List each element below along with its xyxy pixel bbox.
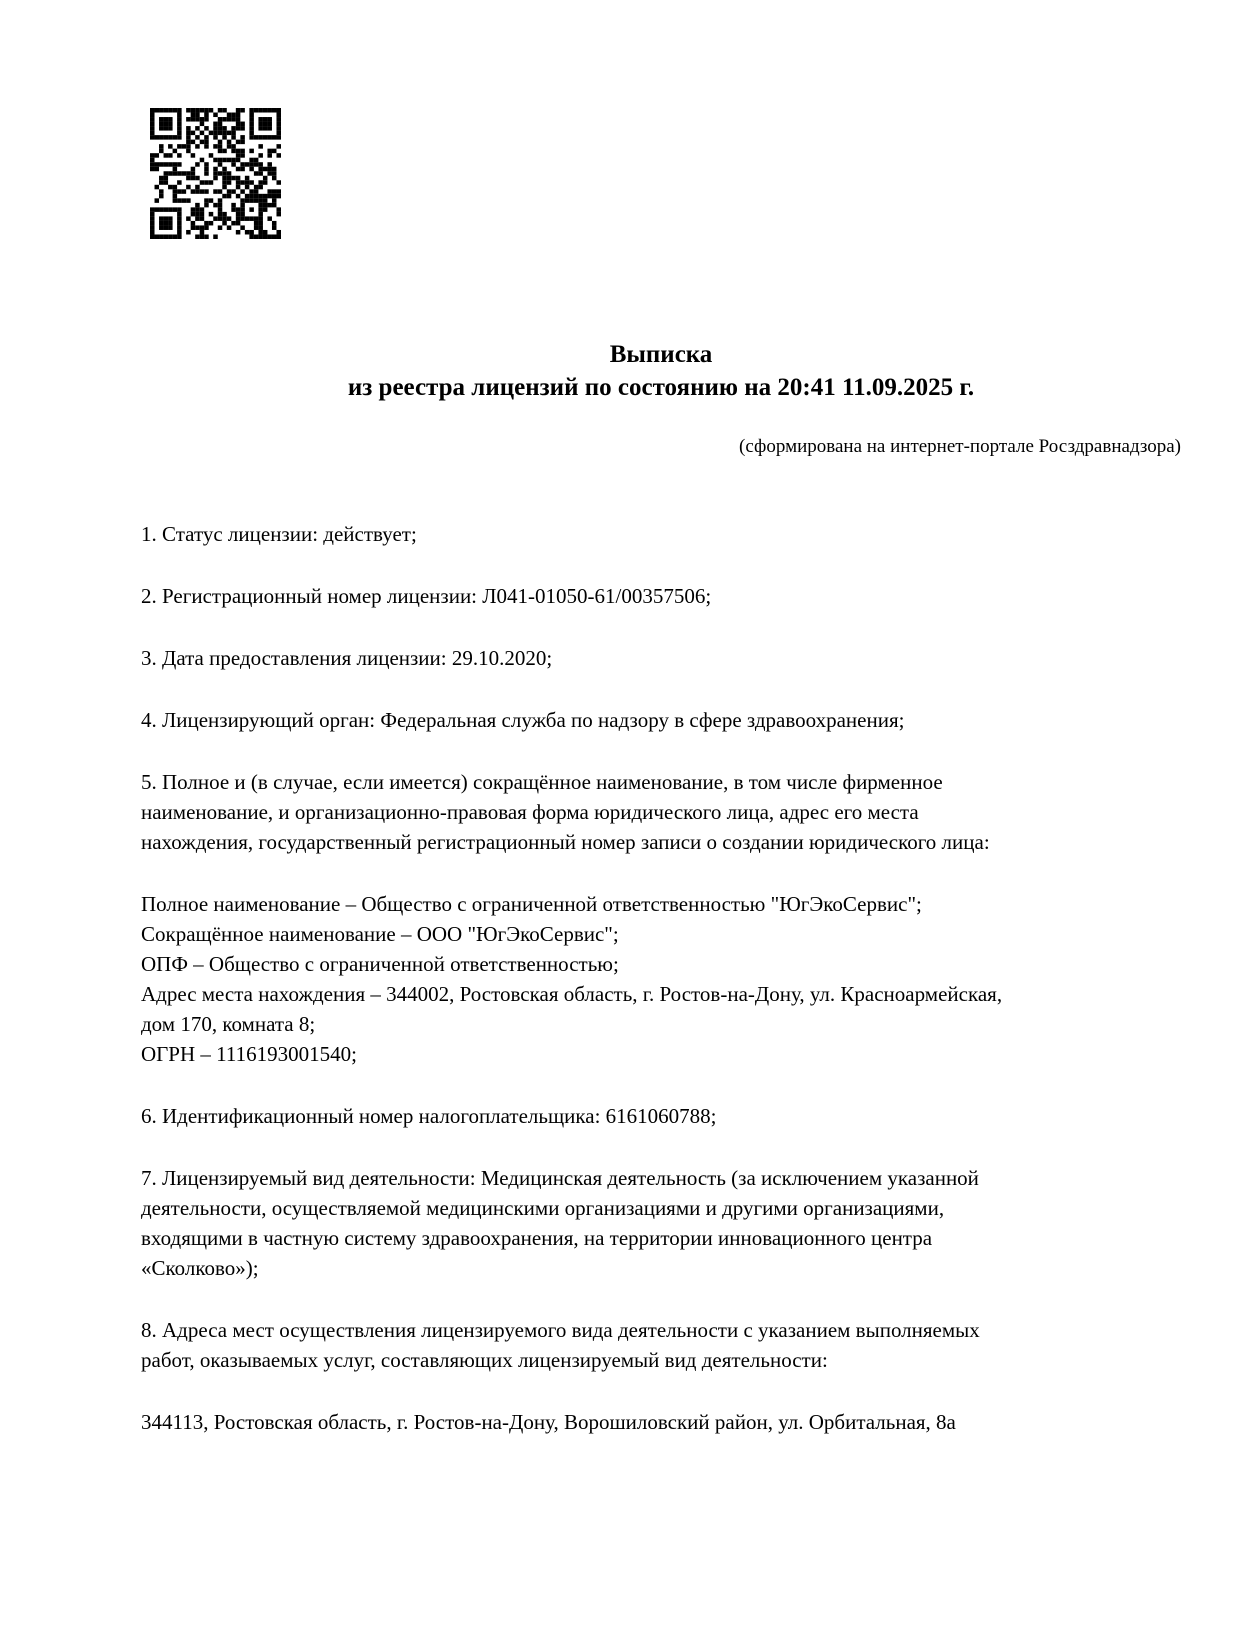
document-content xyxy=(141,338,1181,1437)
license-item-activity-type xyxy=(141,1163,1181,1283)
qr-code-icon xyxy=(150,108,281,239)
text-line: 3. Дата предоставления лицензии: 29.10.2020; xyxy=(141,646,553,670)
license-item-licensing-authority xyxy=(141,705,1181,735)
license-item-grant-date xyxy=(141,643,1181,673)
license-item-activity-addresses-heading xyxy=(141,1315,1181,1375)
document-subtitle: (сформирована на интернет-портале Росздравнадзора) xyxy=(739,436,1181,457)
text-line: ОПФ – Общество с ограниченной ответственностью; xyxy=(141,952,619,976)
text-line: нахождения, государственный регистрационный номер записи о создании юридического лица: xyxy=(141,830,990,854)
document-title-line2: из реестра лицензий по состоянию на 20:41 11.09.2025 г. xyxy=(347,374,975,401)
document-title xyxy=(141,338,1181,404)
text-line: деятельности, осуществляемой медицинскими организациями и другими организациями, xyxy=(141,1196,945,1220)
text-line: 344113, Ростовская область, г. Ростов-на-Дону, Ворошиловский район, ул. Орбитальная, 8а xyxy=(141,1410,956,1434)
text-line: дом 170, комната 8; xyxy=(141,1012,316,1036)
text-line: 2. Регистрационный номер лицензии: Л041-01050-61/00357506; xyxy=(141,584,712,608)
text-line: «Сколково»); xyxy=(141,1256,259,1280)
text-line: наименование, и организационно-правовая форма юридического лица, адрес его места xyxy=(141,800,919,824)
text-line: Адрес места нахождения – 344002, Ростовская область, г. Ростов-на-Дону, ул. Красноармейская, xyxy=(141,982,1003,1006)
text-line: работ, оказываемых услуг, составляющих лицензируемый вид деятельности: xyxy=(141,1348,828,1372)
license-item-taxpayer-number xyxy=(141,1101,1181,1131)
text-line: 7. Лицензируемый вид деятельности: Медицинская деятельность (за исключением указанной xyxy=(141,1166,979,1190)
text-line: 4. Лицензирующий орган: Федеральная служба по надзору в сфере здравоохранения; xyxy=(141,708,905,732)
license-item-registration-number xyxy=(141,581,1181,611)
text-line: 5. Полное и (в случае, если имеется) сокращённое наименование, в том числе фирменное xyxy=(141,770,943,794)
text-line: Сокращённое наименование – ООО "ЮгЭкоСервис"; xyxy=(141,922,619,946)
text-line: входящими в частную систему здравоохранения, на территории инновационного центра xyxy=(141,1226,933,1250)
license-item-legal-entity-details xyxy=(141,889,1181,1069)
license-item-activity-address xyxy=(141,1407,1181,1437)
document-title-line1: Выписка xyxy=(609,341,713,368)
text-line: 1. Статус лицензии: действует; xyxy=(141,522,417,546)
text-line: Полное наименование – Общество с ограниченной ответственностью "ЮгЭкоСервис"; xyxy=(141,892,922,916)
document-body xyxy=(141,519,1181,1437)
license-item-status xyxy=(141,519,1181,549)
text-line: 6. Идентификационный номер налогоплательщика: 6161060788; xyxy=(141,1104,717,1128)
license-item-legal-entity-heading xyxy=(141,767,1181,857)
text-line: ОГРН – 1116193001540; xyxy=(141,1042,357,1066)
text-line: 8. Адреса мест осуществления лицензируемого вида деятельности с указанием выполняемых xyxy=(141,1318,980,1342)
